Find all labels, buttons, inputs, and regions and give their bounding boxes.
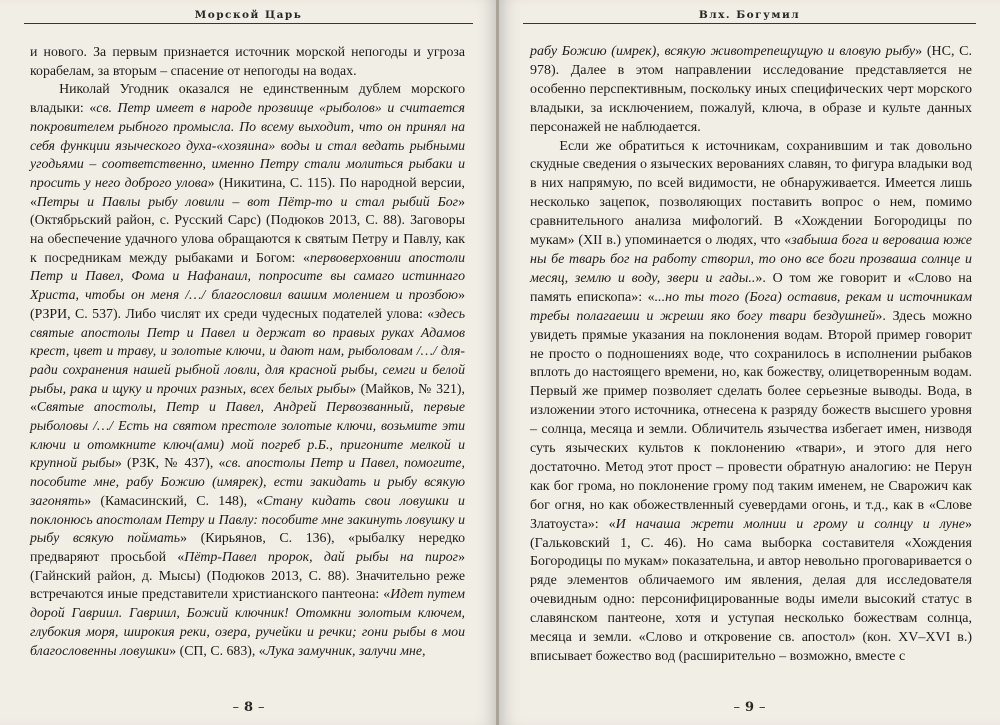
text-run: » (Гайнский район, д. Мысы) (Подюков 2013, С. 88). Значительно реже встречаются иные представители христианского пантеона: « xyxy=(30,548,466,602)
running-head-left-text: Морской Царь xyxy=(194,9,303,21)
text-run: ». Здесь можно увидеть прямые указания на поклонения водам. Второй пример говорит не просто о подношениях воде, что сохранилось в исполнении рыбаков вплоть до настоящего времени, но, как божеству, олицетворенным водам. Первый же пример позволяет сделать более серьезные выводы. Вода, в изложении этого источника, отнесена к разряду божеств высшего уровня – солнца, месяца и земли. Обличитель язычества избегает имен, низводя суть языческих культов к поклонению «твари», и этого для него достаточно. Метод этот прост – провести обратную аналогию: не Перун как бог грома, но поклонение грому под таким именем, не Сварожич как бог огня, но как обожествленный суевердами огонь, и т.д., как в «Слове Златоуста»: « xyxy=(530,308,972,532)
quote-run: здесь святые апостолы Петр и Павел и держат во правых руках Адамов крест, цвет и траву, и золотые ключи, и дают нам, рыболовам /…/ для-ради сохранения нашей рыбной ловли, для красной рыбы, семги и белой рыбы, рака и щуку и прочих разных, всех белых рыбы xyxy=(30,305,465,396)
header-rule xyxy=(523,23,976,24)
quote-run: Святые апостолы, Петр и Павел, Андрей Первозванный, первые рыболовы /…/ Есть на святом престоле золотые ключи, возьмите эти ключи и отомкните ключ(ами) мой погреб р.Б., пригоните мелкой и крупной рыбы xyxy=(30,399,465,471)
page-number-right: – 9 – xyxy=(499,700,1000,715)
running-head-left xyxy=(0,8,497,30)
text-run: и нового. За первым признается источник морской непогоды и угроза корабелам, за вторым – спасение от непогоды на водах. xyxy=(30,44,465,78)
running-head-right xyxy=(499,8,1000,30)
quote-run: св. Петр имеет в народе прозвище «рыболов» и считается покровителем рыбного промысла. По всему выходит, что он принял на себя функции языческого духа-«хозяина» воды и стал ведать рыбными угодьями – соответственно, именно Петру стали молиться рыбаки и просить у него доброго улова xyxy=(30,100,465,190)
quote-run: И начаша жрети молнии и грому и солнцу и луне xyxy=(615,516,965,532)
quote-run: забыша бога и вероваша юже ны бе тварь бог на работу створил, то оно все боги прозваша солнце и месяц, землю и воду, звери и гады.. xyxy=(530,233,972,286)
text-run: » (Гальковский 1, С. 46). Но сама выборка составителя «Хождения Богородицы по мукам» показательна, и автор невольно проговаривается о ряде элементов обличаемого им явления, делая для исследователя очевидным одно: персонифицированные воды имели высокий статус в славянском пантеоне, хотя и уступая несколько божествам солнца, месяца и земли. «Слово и откровение св. апостол» (кон. XV–XVI в.) вписывает божество вод (расширительно – возможно, вместе с xyxy=(530,516,972,664)
text-run: » (Майков, № 321), « xyxy=(30,380,465,415)
text-run: » (Никитина, С. 115). По народной версии, « xyxy=(30,174,466,209)
quote-run: Стану кидать свои ловушки и поклонюсь апостолам Петру и Павлу: пособите мне закинуть ловушку и рыбу всякую поймать xyxy=(30,492,465,546)
text-run: » (НС, С. 978). Далее в этом направлении исследование представляется не особенно перспективным, поскольку иных специфических черт морского владыки, за исключением, пожалуй, ключа, в образе и культе данных персонажей не наблюдается. xyxy=(530,44,972,135)
quote-run: Петры и Павлы рыбу ловили – вот Пётр-то и стал рыбий Бог xyxy=(36,193,459,209)
quote-run: Лука замучник, залучи мне, xyxy=(265,642,426,658)
running-head-right-text: Влх. Богумил xyxy=(698,9,801,21)
text-run: Если же обратиться к источникам, сохранившим и так довольно скудные сведения о языческих верованиях славян, то фигура владыки вод в них напрямую, по всей видимости, не обнаруживается. Имеется лишь несколько зацепок, позволяющих поставить вопрос о нем, помимо сравнительного анализа мифологий. В «Хождении Богородицы по мукам» (XII в.) упоминается о людях, что « xyxy=(530,138,972,249)
right-page xyxy=(499,0,1000,725)
quote-run: Идет путем дорой Гавриил. Гавриил, Божий ключник! Отомкни золотым ключем, глубокия моря, широкия реки, озера, ручейки и речки; гони рыбы в мои благословенны ловушки xyxy=(30,586,465,658)
text-run: » (РЗК, № 437), « xyxy=(114,455,226,471)
quote-run: ...но ты того (Бога) оставив, рекам и источникам требы полагаеши и жреши яко богу твари бездушней xyxy=(530,289,973,324)
quote-run: Пётр-Павел пророк, дай рыбы на пирог xyxy=(184,548,459,564)
quote-run: первоверховнии апостоли Петр и Павел, Фома и Нафанаил, попросите вы самаго истиннаго Христа, чтобы он меня /…/ благословил вашим молением и прозбою xyxy=(30,249,465,303)
paragraph xyxy=(30,80,465,660)
quote-run: рабу Божию (имрек), всякую животрепещущую и вловую рыбу xyxy=(530,44,916,59)
text-run: » (Кирьянов, С. 136), «рыбалку нередко предваряют просьбой « xyxy=(30,530,465,564)
right-page-text xyxy=(530,43,972,683)
text-run: Николай Угодник оказался не единственным дублем морского владыки: « xyxy=(30,81,465,116)
quote-run: св. апостолы Петр и Павел, помогите, пособите мне, рабу Божию (имярек), ести закидать и рыбу всякую загонять xyxy=(30,455,465,508)
text-run: » (СП, С. 683), « xyxy=(169,642,266,658)
left-page-text xyxy=(30,43,465,683)
paragraph xyxy=(30,43,465,80)
text-run: » (Октябрьский район, с. Русский Сарс) (Подюков 2013, С. 88). Заговоры на обеспечение удачного улова обращаются к святым Петру и Павлу, как к посредникам между рыбаками и Богом: « xyxy=(30,193,465,265)
text-run: » (Камасинский, С. 148), « xyxy=(84,492,264,508)
text-run: » (РЗРИ, С. 537). Либо числят их среди чудесных подателей улова: « xyxy=(30,287,465,321)
left-page xyxy=(0,0,497,725)
page-number-left: – 8 – xyxy=(0,700,497,715)
paragraph xyxy=(530,138,972,667)
header-rule xyxy=(24,23,473,24)
text-run: ». О том же говорит и «Слово на память епископа»: « xyxy=(530,270,972,305)
paragraph xyxy=(530,43,972,138)
